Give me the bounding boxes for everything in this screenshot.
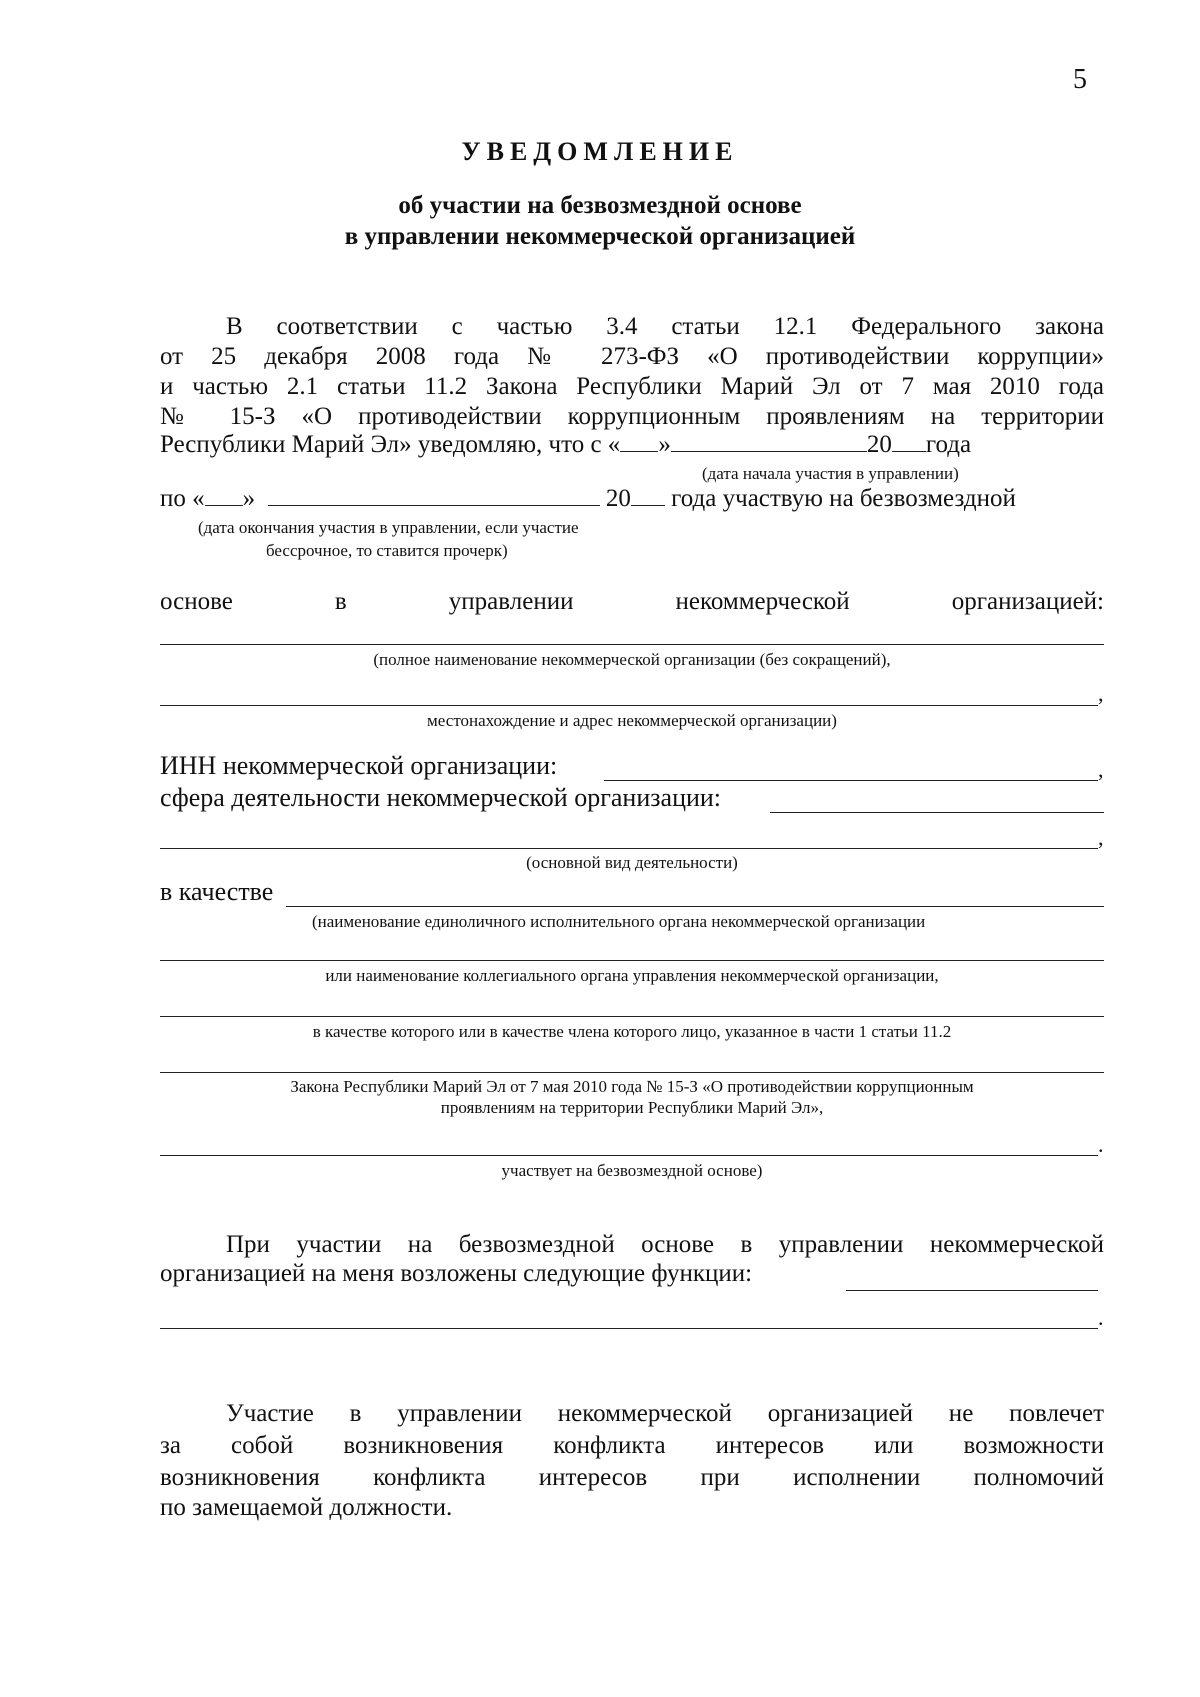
para3-line-3: возникновения конфликта интересов при исполнении полномочий (160, 1464, 1104, 1491)
end-day-field[interactable] (205, 485, 243, 506)
period-mark: . (1098, 1305, 1104, 1330)
end-date-caption-1: (дата окончания участия в управлении, если участие (198, 518, 579, 537)
word: некоммерческой (675, 588, 850, 615)
start-date-text: Республики Марий Эл» уведомляю, что с « (160, 431, 621, 458)
document-title: УВЕДОМЛЕНИЕ (461, 137, 739, 166)
functions-field-2[interactable] (160, 1328, 1098, 1329)
capacity-label: в качестве (160, 877, 274, 906)
organ-caption-6: участвует на безвозмездной основе) (501, 1161, 763, 1180)
end-month-field[interactable] (268, 485, 600, 506)
start-month-field[interactable] (671, 431, 867, 452)
comma-mark: , (1098, 825, 1104, 850)
activity-field[interactable] (160, 848, 1098, 849)
functions-field-1[interactable] (846, 1290, 1098, 1291)
word: управлении (448, 588, 574, 615)
para3-line-4: по замещаемой должности. (160, 1494, 453, 1521)
end-date-caption-2: бессрочное, то ставится прочерк) (266, 541, 508, 560)
organ-field-5[interactable] (160, 1155, 1098, 1156)
organ-field-2[interactable] (160, 960, 1104, 961)
sphere-field[interactable] (770, 812, 1104, 813)
end-year-field[interactable] (631, 485, 665, 506)
start-date-line (160, 431, 971, 459)
para1-line-3: и частью 2.1 статьи 11.2 Закона Республики Марий Эл от 7 мая 2010 года (160, 373, 1104, 400)
org-name-caption: (полное наименование некоммерческой организации (без сокращений), (373, 650, 891, 669)
organ-caption-4: Закона Республики Марий Эл от 7 мая 2010 года № 15-З «О противодействии коррупционным (290, 1077, 974, 1096)
organ-caption-5: проявлениям на территории Республики Марий Эл», (440, 1098, 824, 1117)
start-date-caption: (дата начала участия в управлении) (702, 464, 959, 483)
end-date-prefix: по « (160, 485, 205, 512)
year-prefix: 20 (605, 485, 631, 512)
comma-mark: , (1098, 681, 1104, 706)
end-date-line (160, 485, 1016, 513)
start-year-field[interactable] (892, 431, 926, 452)
word: организацией: (951, 588, 1104, 615)
org-address-field[interactable] (160, 705, 1098, 706)
subtitle-line-1: об участии на безвозмездной основе (398, 192, 802, 219)
para1-line-4: № 15-З «О противодействии коррупционным проявлениям на территории (160, 403, 1104, 430)
year-word: года (925, 431, 972, 458)
word: в (334, 588, 347, 615)
sphere-label: сфера деятельности некоммерческой организации: (160, 783, 722, 812)
organ-caption-1: (наименование единоличного исполнительного органа некоммерческой организации (312, 912, 926, 931)
para1-line-1: В соответствии с частью 3.4 статьи 12.1 Федерального закона (226, 313, 1104, 340)
comma-mark: , (1098, 757, 1104, 782)
start-day-field[interactable] (620, 431, 658, 452)
year-prefix: 20 (866, 431, 892, 458)
organ-field-4[interactable] (160, 1072, 1104, 1073)
quote-close: » (658, 431, 671, 458)
inn-label: ИНН некоммерческой организации: (160, 751, 558, 780)
organ-caption-3: в качестве которого или в качестве члена которого лицо, указанное в части 1 статьи 11.2 (312, 1022, 952, 1041)
para1-line-2: от 25 декабря 2008 года № 273-ФЗ «О противодействии коррупции» (160, 343, 1104, 370)
quote-close: » (242, 485, 256, 512)
end-date-text: года участвую на безвозмездной (671, 485, 1016, 512)
para1-line-7 (160, 588, 1104, 616)
page-number: 5 (1073, 64, 1087, 95)
organ-caption-2: или наименование коллегиального органа управления некоммерческой организации, (325, 966, 939, 985)
para2-line-2: организацией на меня возложены следующие функции: (160, 1260, 753, 1287)
org-name-field[interactable] (160, 644, 1104, 645)
word: основе (160, 588, 233, 615)
org-address-caption: местонахождение и адрес некоммерческой организации) (427, 711, 837, 730)
para3-line-2: за собой возникновения конфликта интересов или возможности (160, 1432, 1104, 1459)
inn-field[interactable] (604, 780, 1098, 781)
capacity-field[interactable] (286, 906, 1104, 907)
activity-caption: (основной вид деятельности) (526, 853, 738, 872)
organ-field-3[interactable] (160, 1016, 1104, 1017)
para3-line-1: Участие в управлении некоммерческой организацией не повлечет (226, 1400, 1104, 1427)
period-mark: . (1098, 1132, 1104, 1157)
para2-line-1: При участии на безвозмездной основе в управлении некоммерческой (226, 1231, 1104, 1258)
subtitle-line-2: в управлении некоммерческой организацией (344, 223, 856, 250)
